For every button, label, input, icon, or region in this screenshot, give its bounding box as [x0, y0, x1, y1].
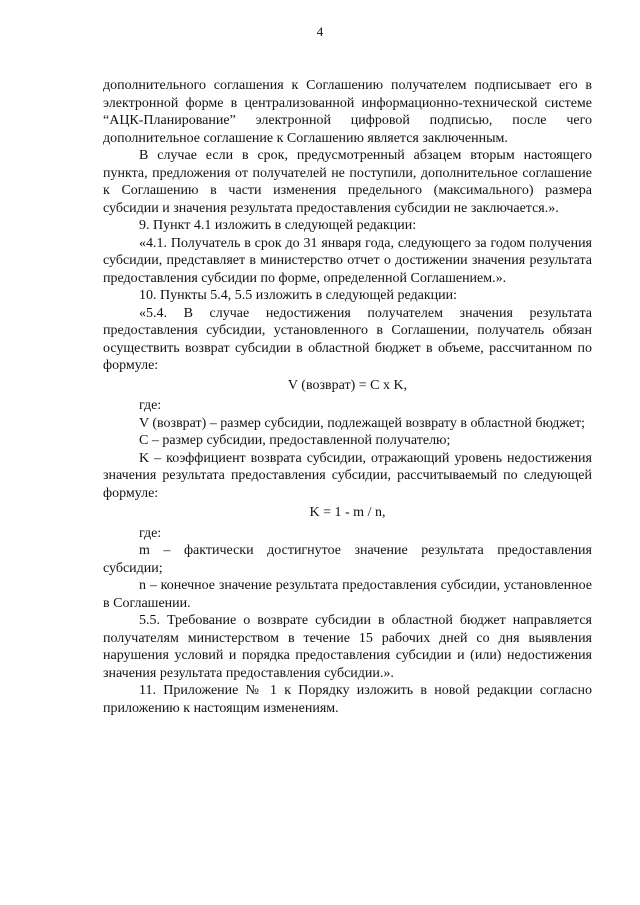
- definition-k: K – коэффициент возврата субсидии, отражающий уровень недостижения значения результата предоставления субсидии, рассчитываемый по следующей формуле:: [103, 450, 592, 501]
- page-number: 4: [316, 24, 324, 39]
- paragraph-item-9: 9. Пункт 4.1 изложить в следующей редакции:: [139, 218, 417, 233]
- paragraph-item-11: 11. Приложение № 1 к Порядку изложить в новой редакции согласно приложению к настоящим изменениям.: [103, 683, 592, 716]
- definition-n: n – конечное значение результата предоставления субсидии, установленное в Соглашении.: [103, 578, 592, 611]
- definition-m: m – фактически достигнутое значение результата предоставления субсидии;: [103, 543, 592, 576]
- document-body: [103, 77, 592, 717]
- paragraph-item-10: 10. Пункты 5.4, 5.5 изложить в следующей редакции:: [139, 288, 458, 303]
- formula-refund: V (возврат) = C x K,: [287, 377, 408, 393]
- paragraph-no-proposals: В случае если в срок, предусмотренный абзацем вторым настоящего пункта, предложения от получателей не поступили, дополнительное соглашение к Соглашению в части изменения предельного (максимального) размера субсидии и значения результата предоставления субсидии не заключается.».: [103, 148, 592, 216]
- paragraph-clause-5-5: 5.5. Требование о возврате субсидии в областной бюджет направляется получателям министерством в течение 15 рабочих дней со дня выявления нарушения условий и порядка предоставления субсидии и (или) недостижения значения результата предоставления субсидии.».: [103, 613, 592, 681]
- where-label: где:: [139, 398, 162, 413]
- paragraph-clause-5-4: «5.4. В случае недостижения получателем значения результата предоставления субсидии, установленного в Соглашении, получатель обязан осуществить возврат субсидии в областной бюджет в объеме, рассчитанном по формуле:: [103, 305, 592, 373]
- paragraph-signing: дополнительного соглашения к Соглашению получателем подписывает его в электронной форме в централизованной информационно-технической системе “АЦК-Планирование” электронной цифровой подписью, после чего дополнительное соглашение к Соглашению является заключенным.: [103, 78, 592, 146]
- paragraph-clause-4-1: «4.1. Получатель в срок до 31 января года, следующего за годом получения субсидии, представляет в министерство отчет о достижении значения результата предоставления субсидии по форме, определенной Соглашением.».: [103, 235, 592, 286]
- where-label-2: где:: [139, 525, 162, 541]
- definition-v: V (возврат) – размер субсидии, подлежащей возврату в областной бюджет;: [139, 415, 586, 431]
- formula-coefficient: K = 1 - m / n,: [309, 505, 386, 520]
- definition-c: C – размер субсидии, предоставленной получателю;: [139, 433, 451, 448]
